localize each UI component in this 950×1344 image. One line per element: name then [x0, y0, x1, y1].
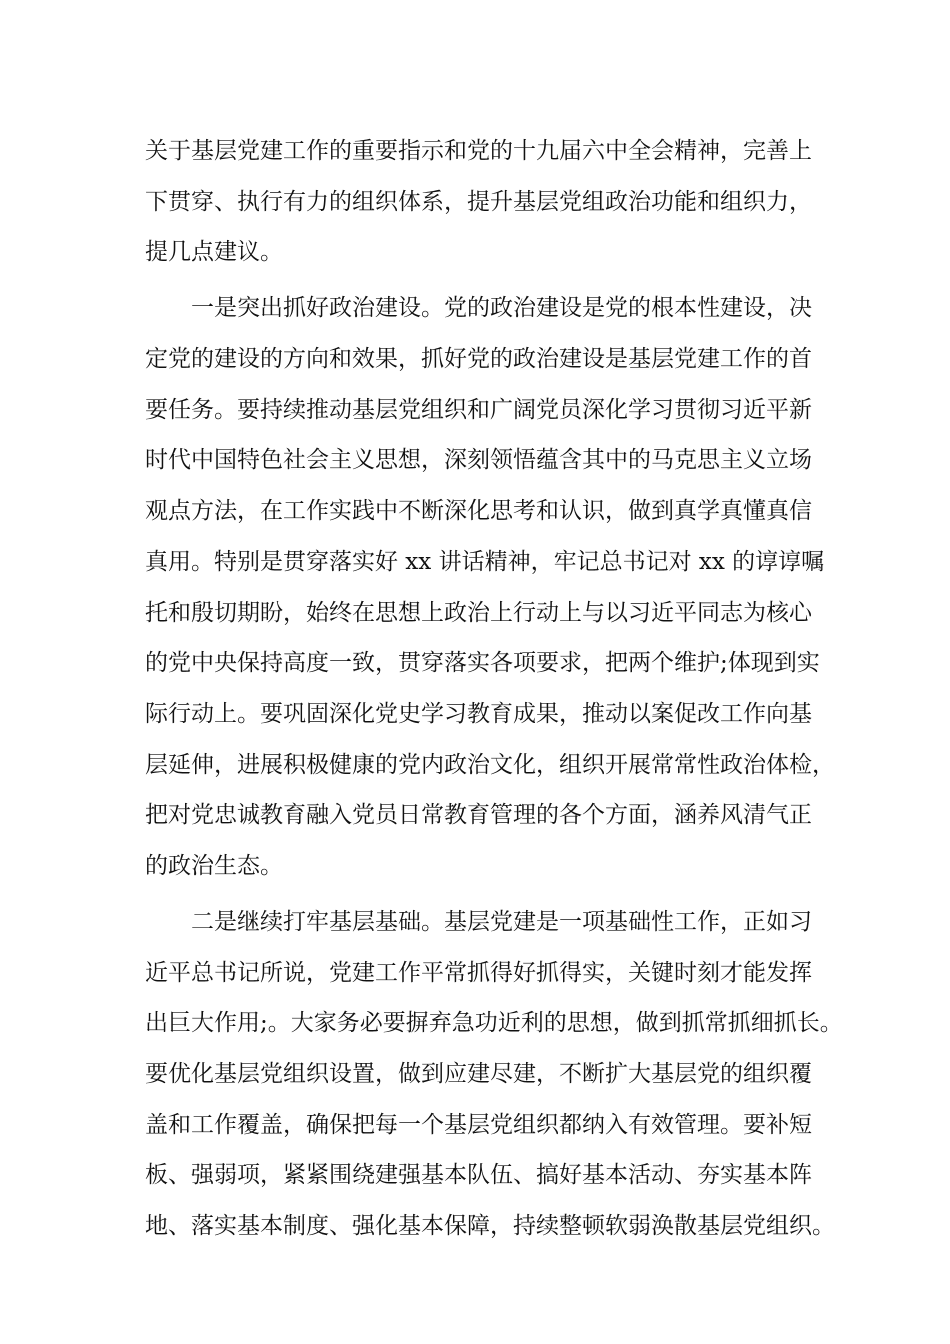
text-line: 近平总书记所说，党建工作平常抓得好抓得实，关键时刻才能发挥 [145, 959, 812, 986]
text-line: 出巨大作用;。大家务必要摒弃急功近利的思想，做到抓常抓细抓长。 [145, 1010, 843, 1037]
text-line: 提几点建议。 [145, 239, 283, 266]
text-line: 的党中央保持高度一致，贯穿落实各项要求，把两个维护;体现到实 [145, 650, 820, 677]
text-line: 际行动上。要巩固深化党史学习教育成果，推动以案促改工作向基 [145, 700, 812, 727]
document-body [145, 130, 843, 1256]
text-line: 要优化基层党组织设置，做到应建尽建，不断扩大基层党的组织覆 [145, 1061, 812, 1087]
text-line: 要任务。要持续推动基层党组织和广阔党员深化学习贯彻习近平新 [145, 396, 812, 423]
text-line: 把对党忠诚教育融入党员日常教育管理的各个方面，涵养风清气正 [145, 802, 812, 829]
text-line: 观点方法，在工作实践中不断深化思考和认识，做到真学真懂真信 [145, 498, 812, 525]
text-line: 的政治生态。 [145, 852, 283, 879]
paragraph-grassroots-foundation [145, 901, 843, 1256]
paragraph-political-construction [145, 287, 835, 901]
text-line: 关于基层党建工作的重要指示和党的十九届六中全会精神，完善上 [145, 138, 812, 164]
text-line: 地、落实基本制度、强化基本保障，持续整顿软弱涣散基层党组织。 [145, 1213, 835, 1240]
paragraph-intro [145, 130, 810, 287]
text-line: 下贯穿、执行有力的组织体系，提升基层党组政治功能和组织力， [145, 188, 812, 215]
text-line: 层延伸，进展积极健康的党内政治文化，组织开展常常性政治体检， [145, 751, 835, 778]
text-line: 一是突出抓好政治建设。党的政治建设是党的根本性建设，决 [191, 295, 812, 322]
text-line: 托和殷切期盼，始终在思想上政治上行动上与以习近平同志为核心 [145, 599, 812, 626]
text-line: 盖和工作覆盖，确保把每一个基层党组织都纳入有效管理。要补短 [145, 1111, 812, 1138]
text-line: 时代中国特色社会主义思想，深刻领悟蕴含其中的马克思主义立场 [145, 447, 812, 474]
text-line: 真用。特别是贯穿落实好 xx 讲话精神，牢记总书记对 xx 的谆谆嘱 [145, 548, 825, 575]
text-line: 定党的建设的方向和效果，抓好党的政治建设是基层党建工作的首 [145, 346, 812, 373]
text-line: 二是继续打牢基层基础。基层党建是一项基础性工作，正如习 [191, 908, 812, 935]
text-line: 板、强弱项，紧紧围绕建强基本队伍、搞好基本活动、夯实基本阵 [145, 1162, 812, 1189]
